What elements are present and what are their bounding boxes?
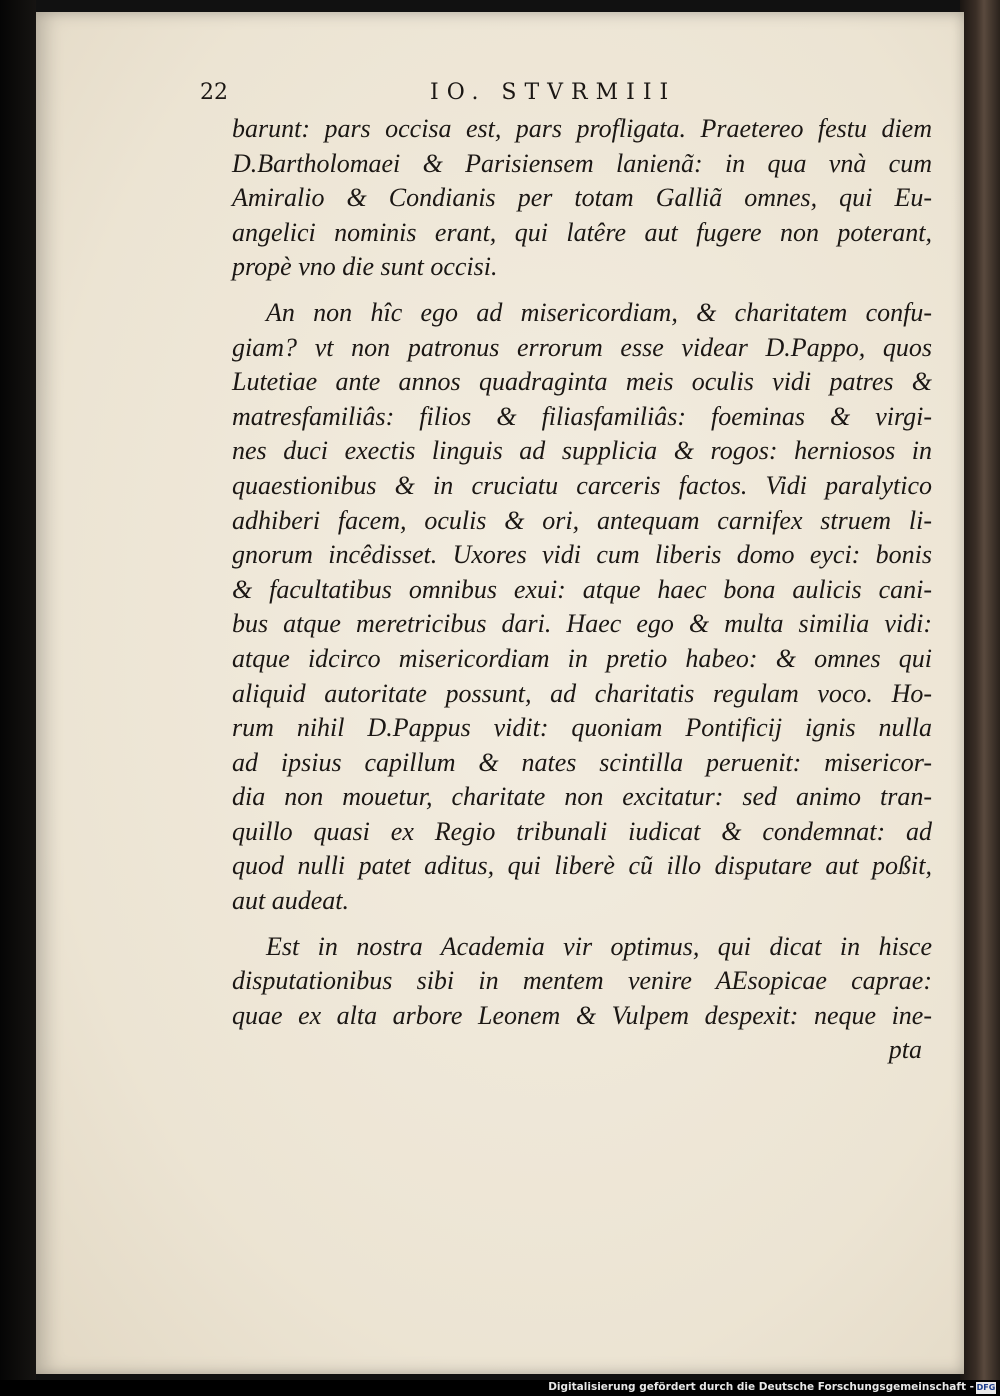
text-line: rum nihil D.Pappus vidit: quoniam Pontificij ignis nulla	[232, 713, 932, 743]
text-line: aliquid autoritate possunt, ad charitatis regulam voco. Ho-	[232, 678, 932, 708]
text-line: ad ipsius capillum & nates scintilla peruenit: misericor-	[232, 747, 932, 777]
text-line: propè vno die sunt occisi.	[232, 252, 498, 282]
text-line: adhiberi facem, oculis & ori, antequam carnifex struem li-	[232, 505, 932, 535]
text-line: Amiralio & Condianis per totam Galliã omnes, qui Eu-	[232, 183, 932, 213]
text-line: giam? vt non patronus errorum esse videar D.Pappo, quos	[232, 332, 932, 362]
text-line: gnorum incêdisset. Uxores vidi cum liberis domo eyci: bonis	[232, 540, 932, 570]
paragraph-gap	[232, 919, 932, 930]
text-line: matresfamiliâs: filios & filiasfamiliâs: foeminas & virgi-	[232, 401, 932, 431]
text-line: quae ex alta arbore Leonem & Vulpem despexit: neque ine-	[232, 1000, 932, 1030]
book-spine-edge	[960, 0, 1000, 1380]
text-line: & facultatibus omnibus exui: atque haec bona aulicis cani-	[232, 574, 932, 604]
text-line: dia non mouetur, charitate non excitatur: sed animo tran-	[232, 782, 932, 812]
text-line: aut audeat.	[232, 886, 349, 916]
digitization-footer	[0, 1380, 1000, 1396]
text-line: nes duci exectis linguis ad supplicia & rogos: herniosos in	[232, 436, 932, 466]
page-number: 22	[200, 80, 228, 105]
dfg-logo: DFG	[976, 1383, 996, 1392]
text-line: An non hîc ego ad misericordiam, & charitatem confu-	[266, 297, 932, 327]
text-line: atque idcirco misericordiam in pretio habeo: & omnes qui	[232, 643, 932, 673]
paragraph-gap	[232, 285, 932, 296]
text-line: barunt: pars occisa est, pars profligata. Praetereo festu diem	[232, 114, 932, 143]
text-line: quillo quasi ex Regio tribunali iudicat & condemnat: ad	[232, 816, 932, 846]
text-line: D.Bartholomaei & Parisiensem lanienã: in qua vnà cum	[232, 148, 932, 178]
text-line: quod nulli patet aditus, qui liberè cũ illo disputare aut poßit,	[232, 851, 932, 881]
text-line: disputationibus sibi in mentem venire AEsopicae caprae:	[232, 966, 932, 996]
text-line: angelici nominis erant, qui latêre aut fugere non poterant,	[232, 217, 932, 247]
text-line: Lutetiae ante annos quadraginta meis oculis vidi patres &	[232, 367, 932, 397]
text-line: Est in nostra Academia vir optimus, qui dicat in hisce	[266, 931, 932, 961]
text-line: quaestionibus & in cruciatu carceris factos. Vidi paralytico	[232, 470, 932, 500]
catchword: pta	[888, 1035, 922, 1065]
text-line: bus atque meretricibus dari. Haec ego & multa similia vidi:	[232, 609, 932, 639]
scan-left-margin	[0, 0, 36, 1380]
running-head: IO. STVRMIII	[430, 80, 677, 105]
body-text	[232, 112, 932, 1068]
funding-credit: Digitalisierung gefördert durch die Deutsche Forschungsgemeinschaft -	[548, 1381, 974, 1393]
